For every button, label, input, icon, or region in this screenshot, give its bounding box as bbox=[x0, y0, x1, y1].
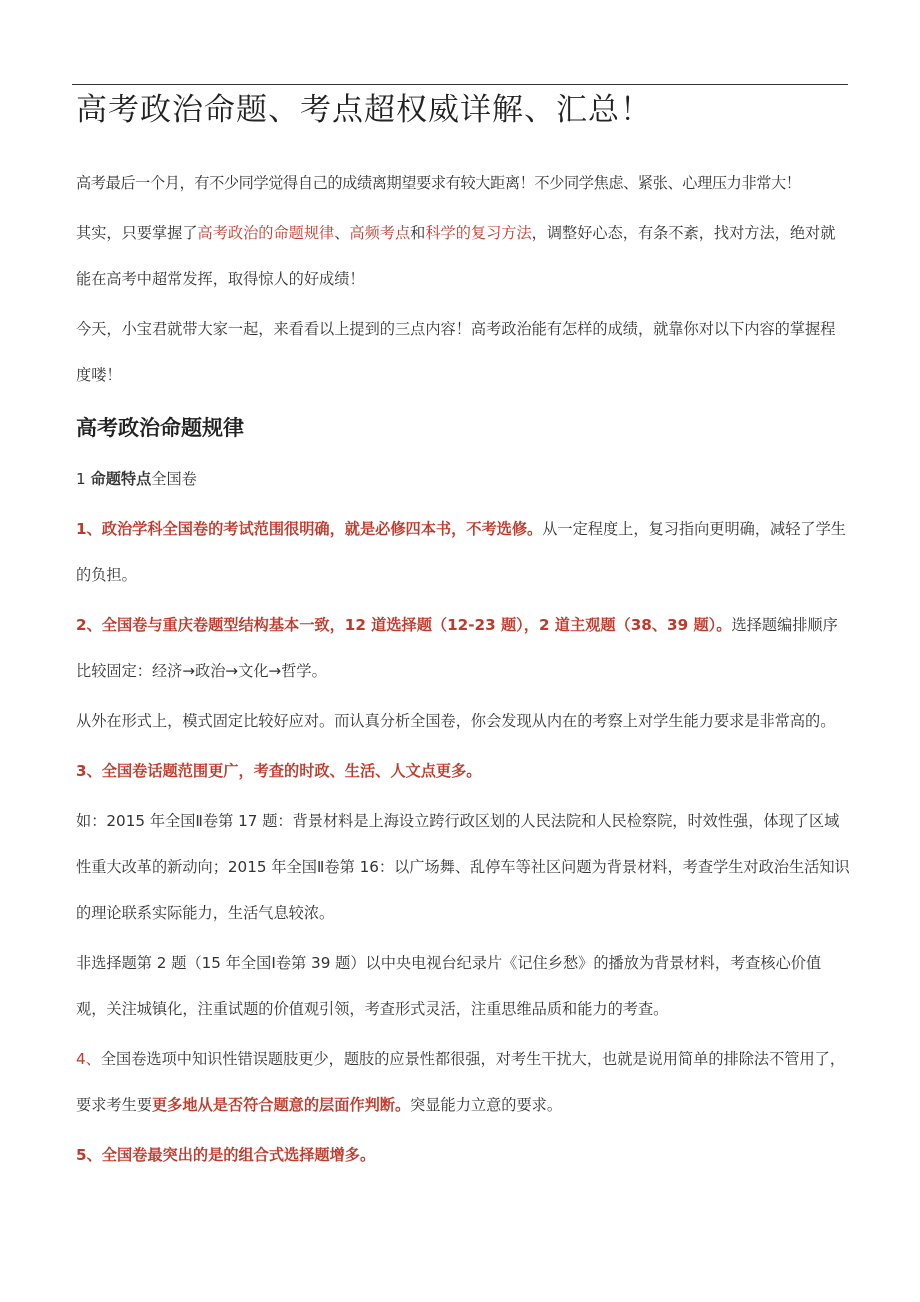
subheading-rest: 全国卷 bbox=[151, 470, 197, 488]
point-2-highlight: 2、全国卷与重庆卷题型结构基本一致，12 道选择题（12-23 题），2 道主观题（38、39 题）。 bbox=[76, 616, 732, 634]
subheading-number: 1 bbox=[76, 470, 91, 488]
intro2-and: 和 bbox=[410, 224, 426, 242]
point-1-highlight: 1、政治学科全国卷的考试范围很明确，就是必修四本书，不考选修。 bbox=[76, 520, 543, 538]
intro2-text: 其实，只要掌握了 bbox=[76, 224, 198, 242]
point-2-text: 选择题编排顺序比较固定：经济→政治→文化→哲学。 bbox=[76, 616, 838, 680]
point-4-tail: 突显能力立意的要求。 bbox=[410, 1096, 562, 1114]
page-title: 高考政治命题、考点超权威详解、汇总！ bbox=[76, 92, 652, 128]
intro-paragraph-3: 今天，小宝君就带大家一起，来看看以上提到的三点内容！高考政治能有怎样的成绩，就靠你对以下内容的掌握程度喽！ bbox=[76, 320, 836, 384]
section-heading: 高考政治命题规律 bbox=[76, 416, 244, 440]
intro-paragraph-1: 高考最后一个月，有不少同学觉得自己的成绩离期望要求有较大距离！不少同学焦虑、紧张、心理压力非常大！ bbox=[76, 174, 801, 192]
subheading bbox=[76, 456, 850, 502]
example-paragraph: 如：2015 年全国Ⅱ卷第 17 题：背景材料是上海设立跨行政区划的人民法院和人民检察院，时效性强，体现了区域性重大改革的新动向；2015 年全国Ⅱ卷第 16：以广场舞、乱停车等社区问题为背景材料，考查学生对政治生活知识的理论联系实际能力，生活气息较浓。 bbox=[76, 812, 850, 922]
point-4-number: 4、 bbox=[76, 1050, 101, 1068]
subheading-bold: 命题特点 bbox=[90, 470, 152, 488]
point-4 bbox=[76, 1036, 850, 1128]
paragraph-form: 从外在形式上，模式固定比较好应对。而认真分析全国卷，你会发现从内在的考察上对学生能力要求是非常高的。 bbox=[76, 712, 836, 730]
intro2-sep: 、 bbox=[334, 224, 350, 242]
point-2 bbox=[76, 602, 850, 694]
point-1-text: 从一定程度上，复习指向更明确，减轻了学生的负担。 bbox=[76, 520, 846, 584]
point-1 bbox=[76, 506, 850, 598]
top-rule bbox=[72, 84, 848, 85]
nonchoice-paragraph: 非选择题第 2 题（15 年全国Ⅰ卷第 39 题）以中央电视台纪录片《记住乡愁》的播放为背景材料，考查核心价值观，关注城镇化，注重试题的价值观引领，考查形式灵活，注重思维品质和能力的考查。 bbox=[76, 954, 822, 1018]
point-4-highlight: 更多地从是否符合题意的层面作判断。 bbox=[151, 1096, 411, 1114]
article-body bbox=[76, 160, 850, 1182]
point-5: 5、全国卷最突出的是的组合式选择题增多。 bbox=[76, 1146, 376, 1164]
highlight-rules: 高考政治的命题规律 bbox=[197, 224, 335, 242]
point-3: 3、全国卷话题范围更广，考查的时政、生活、人文点更多。 bbox=[76, 762, 482, 780]
intro2-rest: ，调整好心态，有条不紊，找对方法，绝对就能在高考中超常发挥，取得惊人的好成绩！ bbox=[76, 224, 836, 288]
highlight-method: 科学的复习方法 bbox=[425, 224, 532, 242]
intro-paragraph-2 bbox=[76, 210, 850, 302]
highlight-points: 高频考点 bbox=[349, 224, 411, 242]
point-4-text: 全国卷选项中知识性错误题肢更少，题肢的应景性都很强，对考生干扰大，也就是说用简单的排除法不管用了，要求考生要 bbox=[76, 1050, 846, 1114]
